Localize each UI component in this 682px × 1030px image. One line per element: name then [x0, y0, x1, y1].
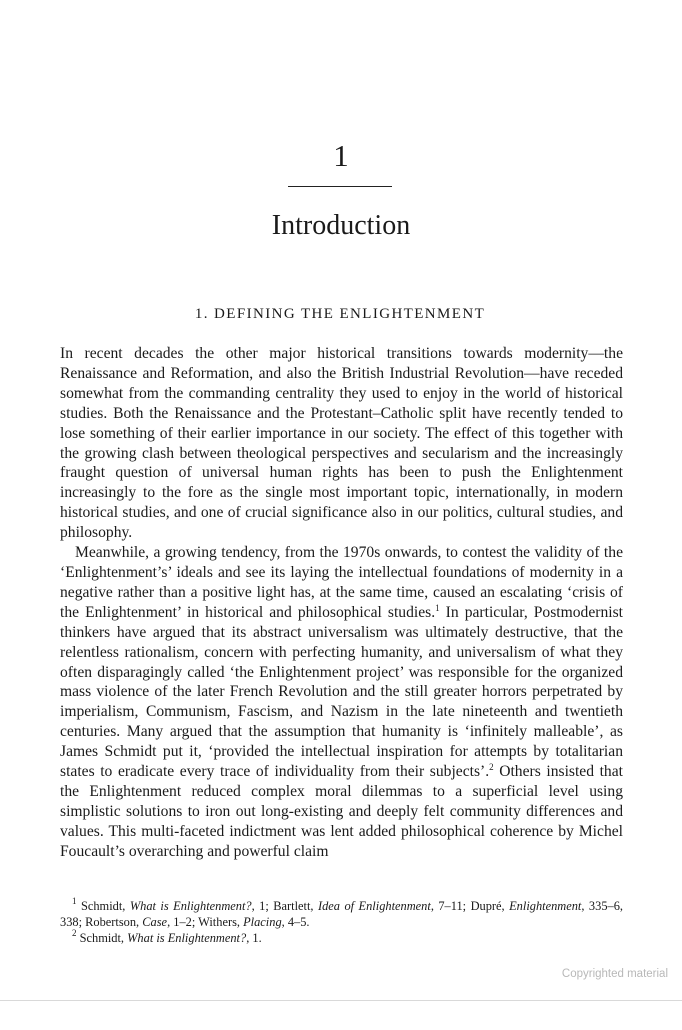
- footnote-1-text: , 1; Bartlett,: [251, 899, 318, 913]
- footnote-1-text: , 4–5.: [281, 915, 310, 930]
- paragraph-2-part-b: In particular, Postmodernist thinkers have argued that its abstract universalism was ultimately destructive, that the relentless rationalism, concern with perfecting humanity, and universalism of what they often disparagingly called ‘the Enlightenment project’ was responsible for the organized mass violence of the later French Revolution and the still greater horrors perpetrated by imperialism, Communism, Fascism, and Nazism in the late nineteenth and twentieth centuries. Many argued that the assumption that humanity is ‘infinitely malleable’, as James Schmidt put it, ‘provided the intellectual inspiration for attempts by totalitarian states to eradicate every trace of individuality from their subjects’.: [60, 603, 623, 781]
- footnote-2-text: , 1.: [246, 931, 262, 946]
- chapter-title: Introduction: [271, 210, 411, 241]
- footnote-1-title: Placing: [243, 915, 282, 930]
- footnote-ref-1[interactable]: 1: [435, 602, 440, 613]
- footer-divider: [0, 1000, 682, 1001]
- footnotes: [60, 898, 623, 947]
- footnote-2: [60, 930, 623, 946]
- chapter-number: 1: [333, 138, 349, 173]
- footnote-1-title: Enlightenment: [509, 899, 582, 913]
- footnote-2-mark: 2: [72, 928, 77, 939]
- body-text: [60, 344, 623, 862]
- footnote-2-title: What is Enlightenment?: [127, 931, 247, 946]
- footnote-1-title: Idea of Enlightenment: [317, 899, 431, 913]
- footnote-1-title: Case: [142, 915, 168, 930]
- footnote-ref-2[interactable]: 2: [489, 762, 494, 773]
- footnote-1: [60, 898, 623, 930]
- footnote-1-text: , 1–2; Withers,: [167, 915, 244, 930]
- footnote-1-mark: 1: [72, 896, 77, 906]
- paragraph-2-part-c: Others insisted that the Enlightenment reduced complex moral dilemmas to a superficial level using simplistic solutions to iron out long-existing and deeply felt community differences and values. This multi-faceted indictment was lent added philosophical coherence by Michel Foucault’s overarching and powerful claim: [60, 763, 623, 860]
- section-heading: 1. DEFINING THE ENLIGHTENMENT: [194, 306, 486, 322]
- footnote-1-text: Schmidt,: [80, 899, 130, 913]
- footnote-1-text: , 7–11; Dupré,: [430, 899, 510, 913]
- footnote-1-title: What is Enlightenment?: [129, 899, 252, 913]
- footnote-2-text: Schmidt,: [79, 931, 128, 946]
- paragraph-1: In recent decades the other major historical transitions towards modernity—the Renaissance and Reformation, and also the British Industrial Revolution—have receded somewhat from the commanding centrality they used to enjoy in the world of historical studies. Both the Renaissance and the Protestant–Catholic split have recently tended to lose something of their earlier importance in our society. The effect of this together with the growing clash between theological perspectives and secularism and the increasingly fraught question of universal human rights has been to push the Enlightenment increasingly to the fore as the single most important topic, internationally, in modern historical studies, and one of crucial significance also in our politics, cultural studies, and philosophy.: [60, 345, 623, 542]
- copyright-watermark: Copyrighted material: [561, 968, 668, 980]
- footnote-1-text: , 335–6, 338; Robertson,: [60, 899, 624, 930]
- paragraph-2-part-a: Meanwhile, a growing tendency, from the 1970s onwards, to contest the validity of the ‘Enlightenment’s’ ideals and see its laying the intellectual foundations of modernity in a negative rather than a positive light has, at the same time, caused an escalating ‘crisis of the Enlightenment’ in historical and philosophical studies.: [60, 544, 623, 621]
- paragraph-2: [60, 543, 623, 862]
- chapter-divider: [288, 186, 392, 187]
